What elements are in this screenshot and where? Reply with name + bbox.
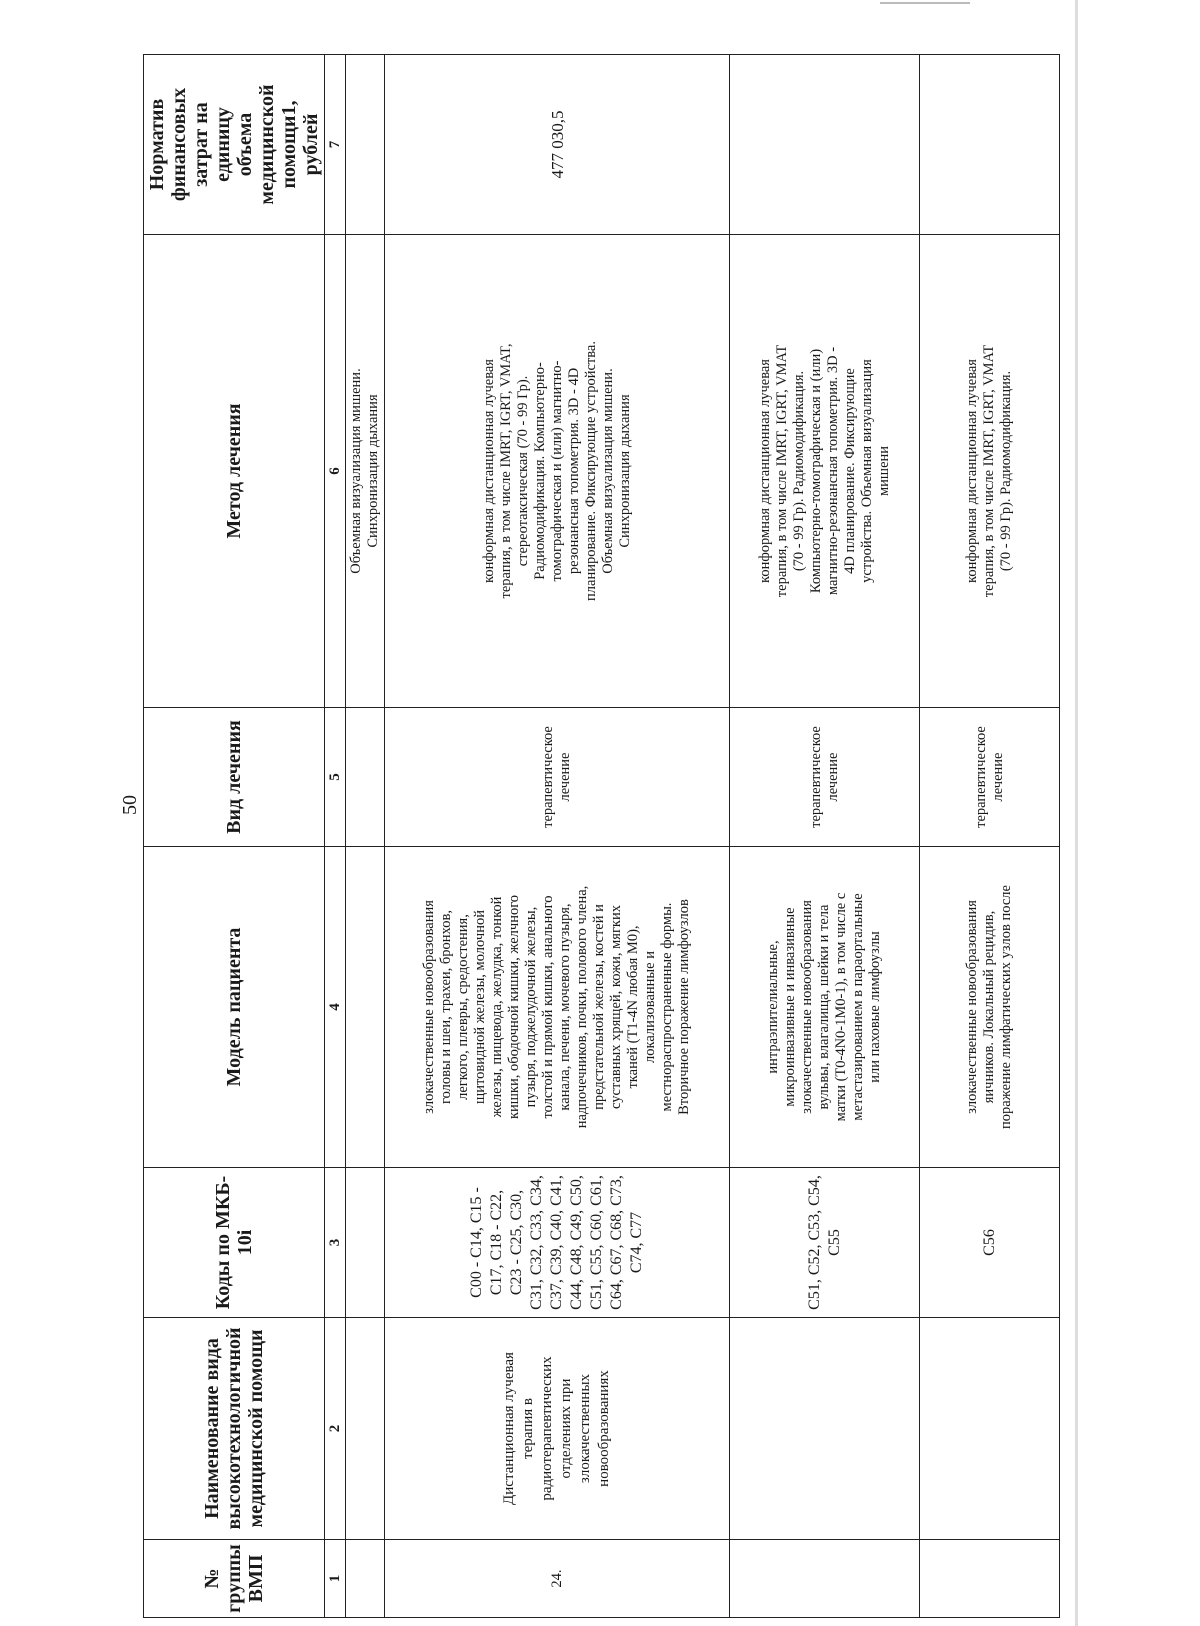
text-line: яичников. Локальный рецидив,: [981, 910, 997, 1104]
text-line: надпочечников, почки, полового члена,: [574, 885, 590, 1129]
text-line: злокачественные новообразования: [421, 900, 437, 1114]
text-line: терапия в: [520, 1398, 536, 1459]
text-line: злокачественные новообразования: [964, 900, 980, 1114]
text-line: рублей: [300, 113, 322, 176]
text-line: конформная дистанционная лучевая: [756, 359, 773, 583]
page-edge-shadow: [1075, 0, 1078, 1626]
column-number: 5: [325, 708, 346, 847]
text-line: №: [201, 1568, 223, 1589]
codes-cell: [730, 1168, 920, 1318]
text-line: планирование. Фиксирующие устройства.: [582, 341, 599, 601]
text-line: кишки, ободочной кишки, желчного: [506, 894, 522, 1120]
text-line: Объемная визуализация мишени.: [348, 368, 364, 574]
treatment-cell: [920, 708, 1060, 847]
text-line: Метод лечения: [223, 403, 245, 539]
method-cell: [920, 235, 1060, 708]
text-line: С74, С77: [628, 1211, 645, 1274]
method-cell: [346, 235, 385, 708]
text-line: суставных хрящей, кожи, мягких: [608, 905, 624, 1109]
codes-cell: [346, 1168, 385, 1318]
text-line: Вторичное поражение лимфоузлов: [676, 899, 692, 1115]
text-line: С17, С18 - С22,: [488, 1189, 505, 1296]
text-line: томографическая и (или) магнитно-: [548, 360, 565, 582]
table-row: [730, 55, 920, 1618]
model-cell: [920, 847, 1060, 1168]
text-line: поражение лимфатических узлов после: [998, 885, 1014, 1129]
text-line: устройства. Объемная визуализация: [858, 359, 875, 583]
text-line: С00 - С14, С15 -: [468, 1187, 485, 1298]
column-number: 7: [325, 55, 346, 235]
text-line: лечение: [824, 752, 841, 802]
text-line: щитовидной железы, молочной: [472, 910, 488, 1104]
text-line: С64, С67, С68, С73,: [608, 1175, 625, 1310]
text-line: помощи1,: [278, 100, 300, 189]
text-line: радиотерапевтических: [539, 1356, 555, 1501]
text-line: магнитно-резонансная топометрия. 3D -: [824, 346, 841, 596]
text-line: местнораспространенные формы.: [659, 902, 675, 1112]
model-cell: [730, 847, 920, 1168]
header-icd-codes: [144, 1168, 325, 1318]
column-number: 1: [325, 1540, 346, 1618]
name-cell: [346, 1318, 385, 1540]
text-line: медицинской помощи: [245, 1329, 267, 1528]
text-line: Радиомодификация. Компьютерно-: [531, 362, 548, 580]
text-line: высокотехнологичной: [223, 1327, 245, 1530]
cost-cell: 477 030,5: [385, 55, 730, 235]
text-line: терапевтическое: [540, 726, 556, 828]
text-line: конформная дистанционная лучевая: [964, 359, 980, 583]
cost-cell: [346, 55, 385, 235]
text-line: терапевтическое: [807, 726, 824, 828]
text-line: С55: [825, 1229, 843, 1256]
text-line: терапевтическое: [972, 726, 989, 828]
text-line: новообразованиях: [596, 1370, 612, 1487]
text-line: пузыря, поджелудочной железы,: [523, 906, 539, 1108]
text-line: Синхронизация дыхания: [365, 394, 381, 548]
text-line: интраэпителиальные,: [765, 940, 781, 1074]
treatment-cell: [385, 708, 730, 847]
group-cell: 24.: [385, 1540, 730, 1618]
text-line: С51, С52, С53, С54,: [805, 1175, 823, 1310]
group-cell: [730, 1540, 920, 1618]
codes-cell: [385, 1168, 730, 1318]
text-line: или паховые лимфоузлы: [867, 931, 883, 1083]
column-number: 6: [325, 235, 346, 708]
text-line: 4D планирование. Фиксирующие: [841, 368, 858, 574]
text-line: Синхронизация дыхания: [616, 394, 633, 548]
page-number: 50: [119, 795, 141, 815]
table-row: [346, 55, 385, 1618]
cost-cell: [920, 55, 1060, 235]
text-line: С31, С32, С33, С34,: [528, 1175, 545, 1310]
text-line: Дистанционная лучевая: [501, 1352, 517, 1505]
text-line: легкого, плевры, средостения,: [455, 914, 471, 1100]
text-line: финансовых: [168, 87, 190, 202]
treatment-cell: [730, 708, 920, 847]
header-treatment-method: [144, 235, 325, 708]
header-row: [144, 55, 325, 1618]
text-line: ВМП: [245, 1554, 267, 1603]
method-cell: [730, 235, 920, 708]
vmp-table: [143, 54, 1060, 1618]
group-cell: [346, 1540, 385, 1618]
text-line: тканей (T1-4N любая M0),: [625, 925, 641, 1089]
table-row: [385, 55, 730, 1618]
column-number: 2: [325, 1318, 346, 1540]
text-line: терапия, в том числе IMRT, IGRT, VMAT: [773, 344, 790, 598]
text-line: головы и шеи, трахеи, бронхов,: [438, 910, 454, 1104]
text-line: локализованные и: [642, 951, 658, 1063]
text-line: толстой и прямой кишки, анального: [540, 895, 556, 1119]
text-line: предстательной железы, костей и: [591, 904, 607, 1110]
text-line: Норматив: [146, 98, 168, 191]
text-line: Компьютерно-томографическая и (или): [807, 348, 824, 594]
text-line: терапия, в том числе IMRT, IGRT, VMAT,: [497, 343, 514, 599]
text-line: 10i: [234, 1229, 256, 1256]
model-cell: [346, 847, 385, 1168]
text-line: медицинской: [256, 84, 278, 205]
text-line: (70 - 99 Гр). Радиомодификация.: [998, 370, 1014, 572]
header-patient-model: [144, 847, 325, 1168]
text-line: матки (T0-4N0-1M0-1), в том числе с: [833, 892, 849, 1122]
name-cell: [920, 1318, 1060, 1540]
text-line: канала, печени, мочевого пузыря,: [557, 903, 573, 1111]
cost-cell: [730, 55, 920, 235]
text-line: С51, С55, С60, С61,: [588, 1175, 605, 1310]
column-number-row: [325, 55, 346, 1618]
text-line: мишени: [875, 445, 892, 497]
name-cell: [730, 1318, 920, 1540]
scan-artifact-mark: [880, 2, 970, 8]
text-line: С56: [980, 1229, 998, 1256]
text-line: Вид лечения: [223, 720, 245, 834]
header-treatment-type: [144, 708, 325, 847]
text-line: конформная дистанционная лучевая: [480, 359, 497, 583]
text-line: лечение: [989, 752, 1006, 802]
text-line: затрат на: [190, 102, 212, 187]
text-line: метастазированием в параортальные: [850, 893, 866, 1121]
column-number: 4: [325, 847, 346, 1168]
text-line: группы: [223, 1544, 245, 1613]
column-number: 3: [325, 1168, 346, 1318]
text-line: микроинвазивные и инвазивные: [782, 907, 798, 1107]
model-cell: [385, 847, 730, 1168]
table-row: [920, 55, 1060, 1618]
text-line: (70 - 99 Гр). Радиомодификация.: [790, 370, 807, 572]
text-line: злокачественные новообразования: [799, 900, 815, 1114]
text-line: резонансная топометрия. 3D - 4D: [565, 367, 582, 575]
text-line: С37, С39, С40, С41,: [548, 1175, 565, 1310]
text-line: железы, пищевода, желудка, тонкой: [489, 896, 505, 1118]
text-line: С44, С48, С49, С50,: [568, 1175, 585, 1310]
text-line: единицу: [212, 107, 234, 182]
text-line: отделениях при: [558, 1378, 574, 1479]
text-line: Объемная визуализация мишени.: [599, 368, 616, 574]
text-line: стереотаксическая (70 - 99 Гр).: [514, 375, 531, 567]
text-line: Наименование вида: [201, 1338, 223, 1519]
header-group-no: [144, 1540, 325, 1618]
text-line: злокачественных: [577, 1373, 593, 1484]
vmp-table-rotated: [143, 55, 1019, 1618]
header-cost-norm: [144, 55, 325, 235]
method-cell: [385, 235, 730, 708]
codes-cell: [920, 1168, 1060, 1318]
text-line: лечение: [557, 752, 573, 802]
group-cell: [920, 1540, 1060, 1618]
name-cell: [385, 1318, 730, 1540]
text-line: вульвы, влагалища, шейки и тела: [816, 904, 832, 1110]
text-line: Коды по МКБ-: [212, 1175, 234, 1310]
text-line: терапия, в том числе IMRT, IGRT, VMAT: [981, 344, 997, 598]
text-line: Модель пациента: [223, 927, 245, 1087]
text-line: С23 - С25, С30,: [508, 1189, 525, 1296]
header-care-name: [144, 1318, 325, 1540]
text-line: объема: [234, 112, 256, 177]
treatment-cell: [346, 708, 385, 847]
